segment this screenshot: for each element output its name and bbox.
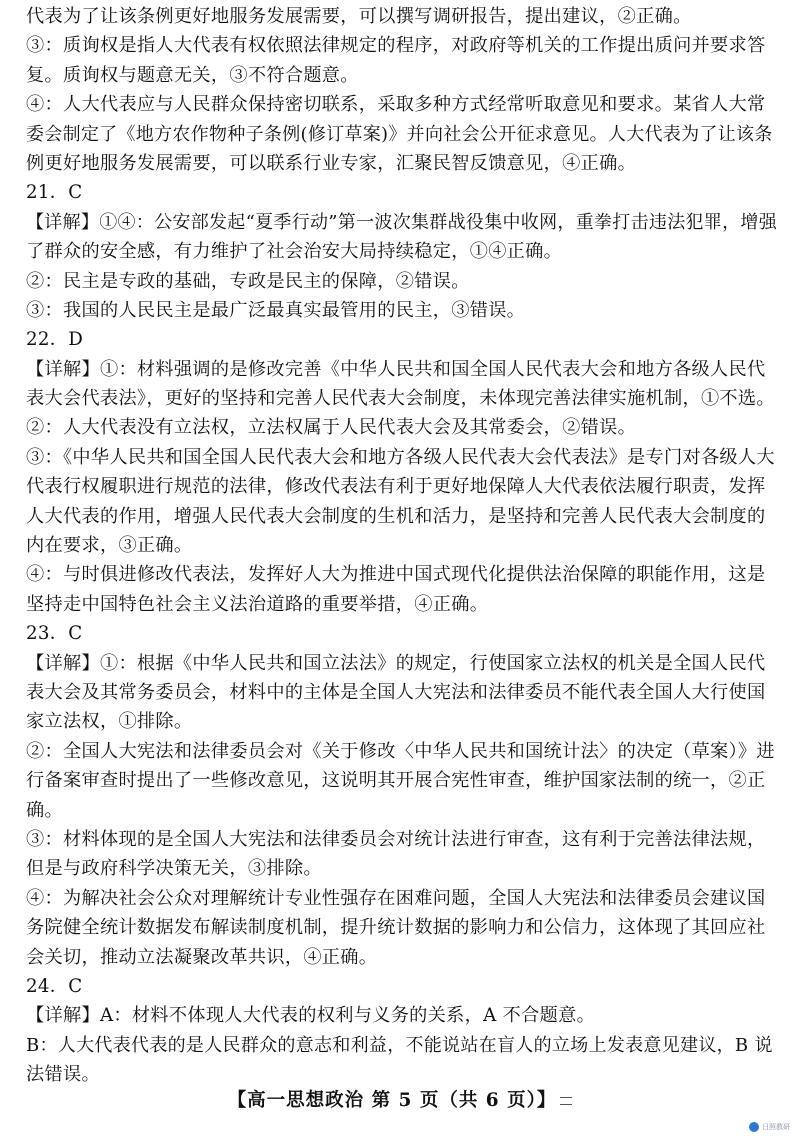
text-line: 【详解】A：材料不体现人大代表的权利与义务的关系，A 不合题意。 bbox=[26, 1005, 596, 1027]
text-line: ④：人大代表应与人民群众保持密切联系，采取多种方式经常听取意见和要求。某省人大常 bbox=[26, 94, 766, 116]
question-answer-heading: 24．C bbox=[26, 975, 83, 997]
text-line: ②：人大代表没有立法权，立法权属于人民代表大会及其常委会，②错误。 bbox=[26, 417, 637, 439]
text-line: ②：民主是专政的基础，专政是民主的保障，②错误。 bbox=[26, 270, 470, 292]
text-line: 内在要求，③正确。 bbox=[26, 535, 193, 557]
text-line: 家立法权，①排除。 bbox=[26, 711, 193, 733]
text-line: ③：材料体现的是全国人大宪法和法律委员会对统计法进行审查，这有利于完善法律法规， bbox=[26, 828, 766, 850]
text-line: 了群众的安全感，有力维护了社会治安大局持续稳定，①④正确。 bbox=[26, 241, 563, 263]
text-line: 【详解】①：根据《中华人民共和国立法法》的规定，行使国家立法权的机关是全国人民代 bbox=[26, 652, 766, 674]
watermark-text: 日照教研 bbox=[762, 1123, 790, 1131]
text-line: 但是与政府科学决策无关，③排除。 bbox=[26, 858, 322, 880]
text-line: B：人大代表代表的是人民群众的意志和利益，不能说站在盲人的立场上发表意见建议，B 说 bbox=[26, 1034, 773, 1056]
text-line: 代表行权履职进行规范的法律，修改代表法有利于更好地保障人大代表依法履行职责，发挥 bbox=[26, 476, 766, 498]
text-line: 确。 bbox=[26, 799, 63, 821]
text-line: ③：质询权是指人大代表有权依照法律规定的程序，对政府等机关的工作提出质问并要求答 bbox=[26, 35, 766, 57]
text-line: 会关切，推动立法凝聚改革共识，④正确。 bbox=[26, 946, 378, 968]
text-line: 务院健全统计数据发布解读制度机制，提升统计数据的影响力和公信力，这体现了其回应社 bbox=[26, 917, 766, 939]
text-line: ④：与时俱进修改代表法，发挥好人大为推进中国式现代化提供法治保障的职能作用，这是 bbox=[26, 564, 766, 586]
question-answer-heading: 21．C bbox=[26, 182, 83, 204]
question-answer-heading: 22．D bbox=[26, 329, 84, 351]
text-line: ④：为解决社会公众对理解统计专业性强存在困难问题，全国人大宪法和法律委员会建议国 bbox=[26, 887, 766, 909]
footer-mark-icon bbox=[560, 1097, 572, 1105]
text-line: 【详解】①④：公安部发起“夏季行动”第一波次集群战役集中收网，重拳打击违法犯罪，增强 bbox=[26, 211, 777, 233]
watermark-logo-icon bbox=[749, 1122, 759, 1132]
text-line: 坚持走中国特色社会主义法治道路的重要举措，④正确。 bbox=[26, 593, 489, 615]
text-line: 行备案审查时提出了一些修改意见，这说明其开展合宪性审查，维护国家法制的统一，②正 bbox=[26, 770, 766, 792]
text-line: 例更好地服务发展需要，可以联系行业专家，汇聚民智反馈意见，④正确。 bbox=[26, 152, 637, 174]
text-line: 复。质询权与题意无关，③不符合题意。 bbox=[26, 64, 359, 86]
text-line: 法错误。 bbox=[26, 1064, 100, 1086]
text-line: 代表为了让该条例更好地服务发展需要，可以撰写调研报告，提出建议，②正确。 bbox=[26, 6, 692, 27]
document-body bbox=[26, 2, 778, 1089]
text-line: ③：《中华人民共和国全国人民代表大会和地方各级人民代表大会代表法》是专门对各级人大 bbox=[26, 446, 775, 468]
text-line: 人大代表的作用，增强人民代表大会制度的生机和活力，是坚持和完善人民代表大会制度的 bbox=[26, 505, 766, 527]
text-line: 表大会代表法》，更好的坚持和完善人民代表大会制度，未体现完善法律实施机制，①不选。 bbox=[26, 388, 775, 410]
text-line: 表大会及其常务委员会，材料中的主体是全国人大宪法和法律委员不能代表全国人大行使国 bbox=[26, 681, 766, 703]
text-line: 【详解】①：材料强调的是修改完善《中华人民共和国全国人民代表大会和地方各级人民代 bbox=[26, 358, 766, 380]
watermark bbox=[749, 1122, 790, 1132]
text-line: ②：全国人大宪法和法律委员会对《关于修改〈中华人民共和国统计法〉的决定（草案）》进 bbox=[26, 740, 775, 762]
page-footer bbox=[0, 1088, 800, 1114]
footer-text: 【高一思想政治 第 5 页（共 6 页）】 bbox=[227, 1090, 557, 1111]
text-line: 委会制定了《地方农作物种子条例(修订草案)》并向社会公开征求意见。人大代表为了让该条 bbox=[26, 123, 773, 145]
question-answer-heading: 23．C bbox=[26, 623, 83, 645]
text-line: ③：我国的人民民主是最广泛最真实最管用的民主，③错误。 bbox=[26, 299, 526, 321]
